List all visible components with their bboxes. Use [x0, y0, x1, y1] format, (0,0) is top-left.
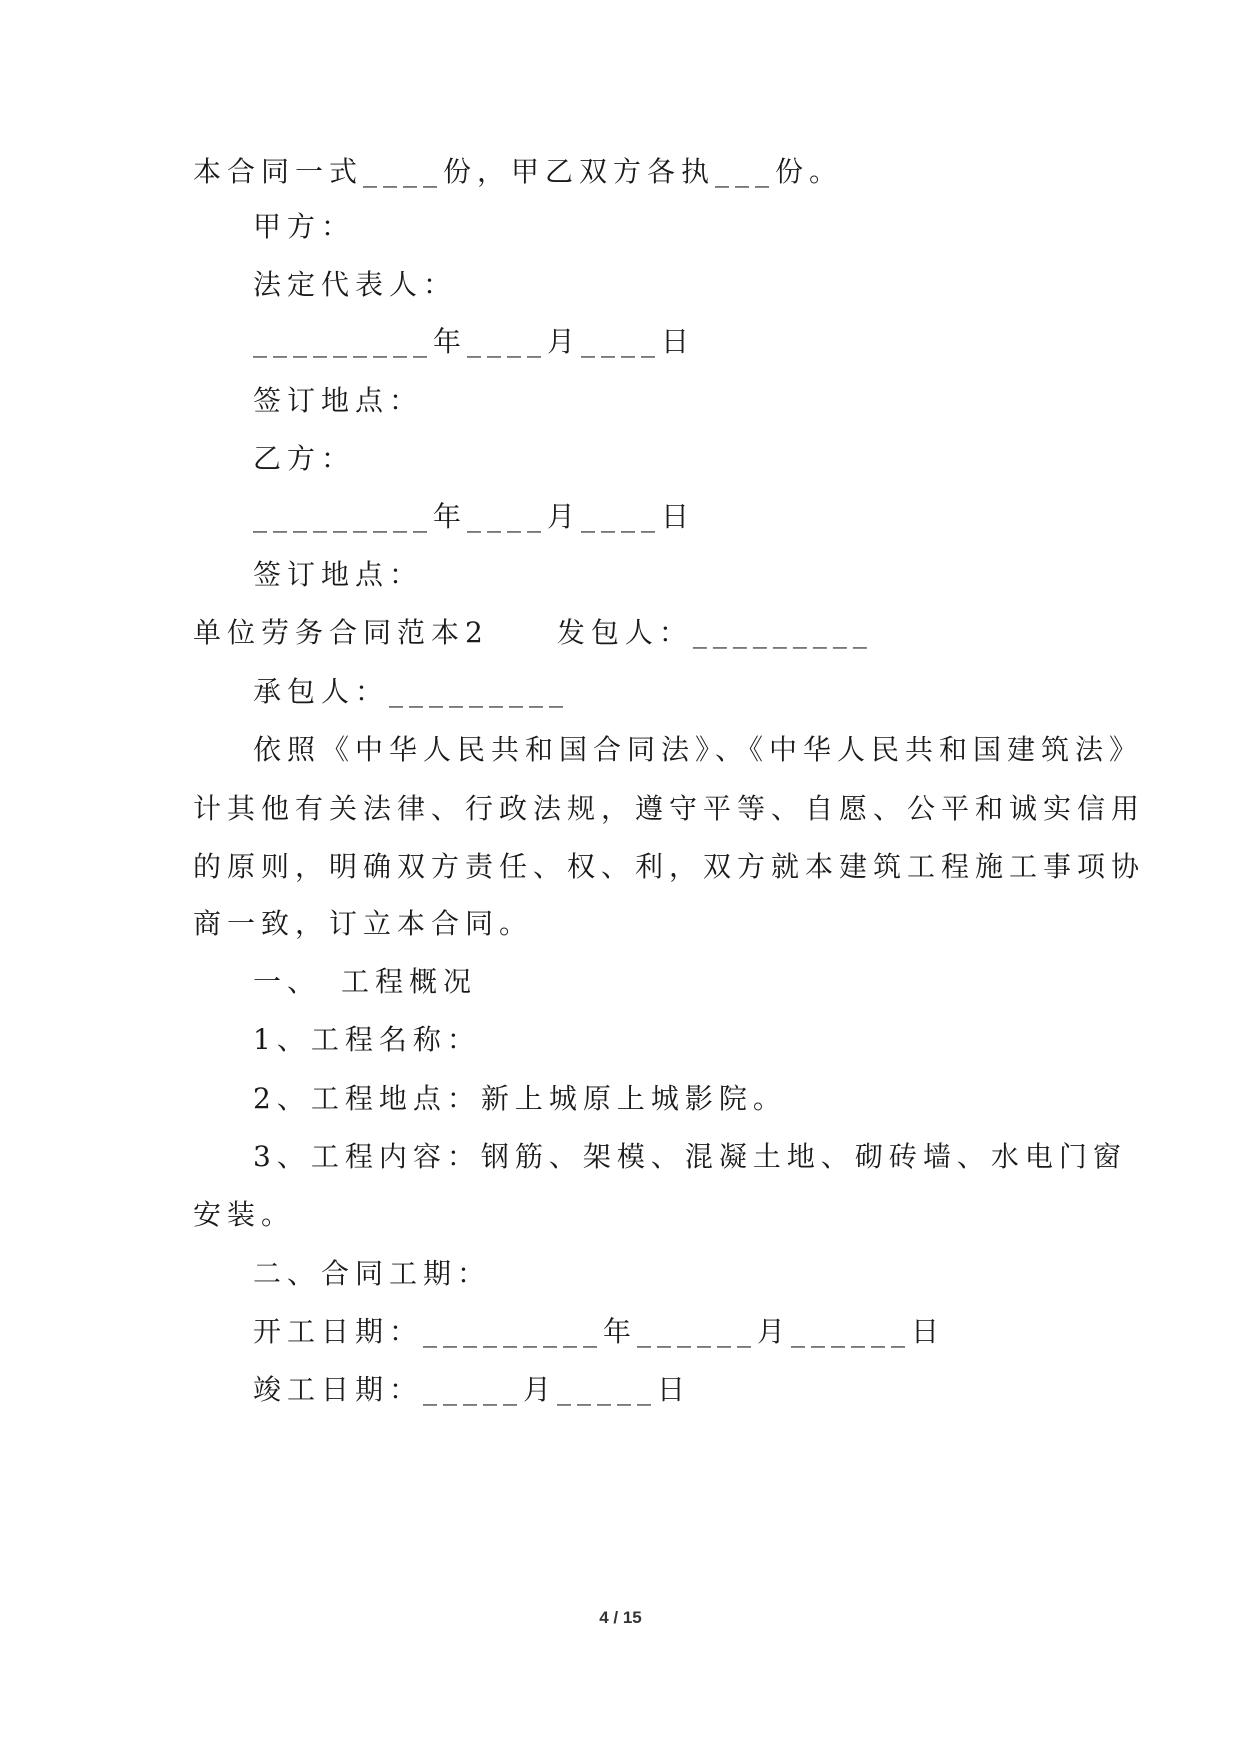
text-line: 2、工程地点：新上城原上城影院。	[253, 1082, 787, 1115]
text-line: 计其他有关法律、行政法规，遵守平等、自愿、公平和诚实信用	[193, 792, 1146, 825]
text-line: 的原则，明确双方责任、权、利，双方就本建筑工程施工事项协	[193, 850, 1146, 883]
text-line: _________年____月____日	[253, 500, 696, 533]
text-line: 本合同一式____份，甲乙双方各执___份。	[193, 155, 844, 188]
text-line: 甲方：	[253, 210, 356, 243]
text-line: _________年____月____日	[253, 325, 696, 358]
text-line: 乙方：	[253, 442, 356, 475]
text-line: 商一致，订立本合同。	[193, 907, 534, 940]
text-line: 1、工程名称：	[253, 1023, 481, 1056]
text-line: 签订地点：	[253, 558, 424, 591]
text-line: 一、 工程概况	[253, 965, 478, 998]
text-line: 竣工日期：_____月_____日	[253, 1373, 692, 1406]
text-line: 依照《中华人民共和国合同法》、《中华人民共和国建筑法》	[253, 733, 1144, 766]
text-line: 单位劳务合同范本2 发包人：_________	[193, 616, 873, 649]
text-line: 3、工程内容：钢筋、架模、混凝土地、砌砖墙、水电门窗	[253, 1140, 1127, 1173]
text-line: 二、合同工期：	[253, 1257, 492, 1290]
text-line: 法定代表人：	[253, 268, 458, 301]
text-line: 签订地点：	[253, 384, 424, 417]
text-line: 承包人：_________	[253, 675, 570, 708]
text-line: 开工日期：_________年______月______日	[253, 1315, 946, 1348]
page-number: 4 / 15	[599, 1608, 642, 1627]
text-line: 安装。	[193, 1198, 296, 1231]
